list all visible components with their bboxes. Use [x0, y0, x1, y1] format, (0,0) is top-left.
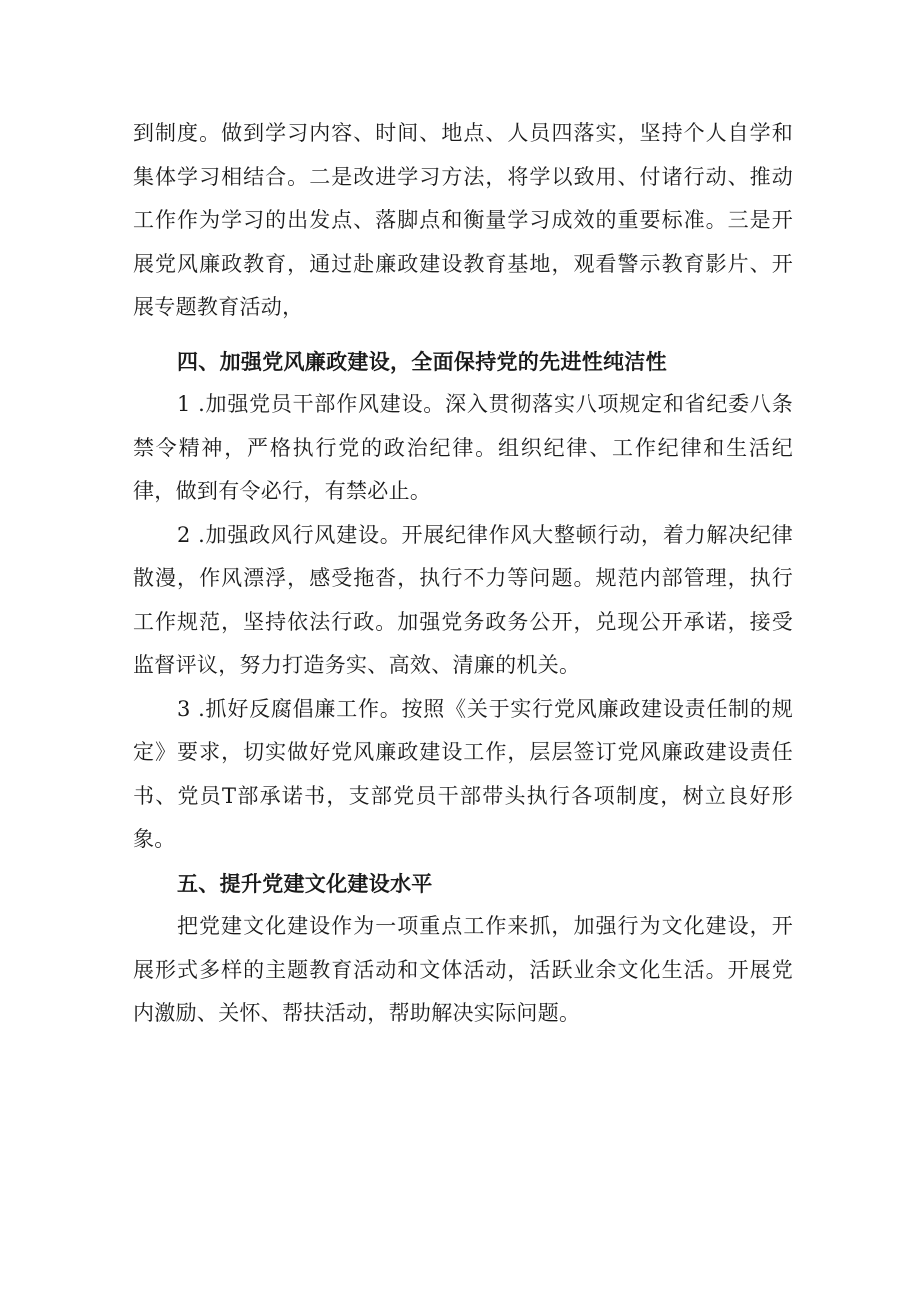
paragraph-party-culture: 把党建文化建设作为一项重点工作来抓，加强行为文化建设，开展形式多样的主题教育活动和文体活动，活跃业余文化生活。开展党内激励、关怀、帮扶活动，帮助解决实际问题。	[133, 914, 793, 1025]
document-body	[133, 112, 793, 1036]
paragraph-government-style: 2 .加强政风行风建设。开展纪律作风大整顿行动，着力解决纪律散漫，作风漂浮，感受拖沓，执行不力等问题。规范内部管理，执行工作规范，坚持依法行政。加强党务政务公开，兑现公开承诺，接受监督评议，努力打造务实、高效、清廉的机关。	[133, 522, 793, 677]
paragraph-study-continuation: 到制度。做到学习内容、时间、地点、人员四落实，坚持个人自学和集体学习相结合。二是改进学习方法，将学以致用、付诸行动、推动工作作为学习的出发点、落脚点和衡量学习成效的重要标准。三是开展党风廉政教育，通过赴廉政建设教育基地，观看警示教育影片、开展专题教育活动，	[133, 121, 793, 319]
section-heading-four: 四、加强党风廉政建设，全面保持党的先进性纯洁性	[177, 348, 667, 374]
section-heading-five: 五、提升党建文化建设水平	[177, 870, 433, 896]
paragraph-cadre-style: 1 .加强党员干部作风建设。深入贯彻落实八项规定和省纪委八条禁令精神，严格执行党的政治纪律。组织纪律、工作纪律和生活纪律，做到有令必行，有禁必止。	[133, 392, 793, 503]
paragraph-anti-corruption: 3 .抓好反腐倡廉工作。按照《关于实行党风廉政建设责任制的规定》要求，切实做好党风廉政建设工作，层层签订党风廉政建设责任书、党员T部承诺书，支部党员干部带头执行各项制度，树立良好形象。	[133, 696, 793, 851]
